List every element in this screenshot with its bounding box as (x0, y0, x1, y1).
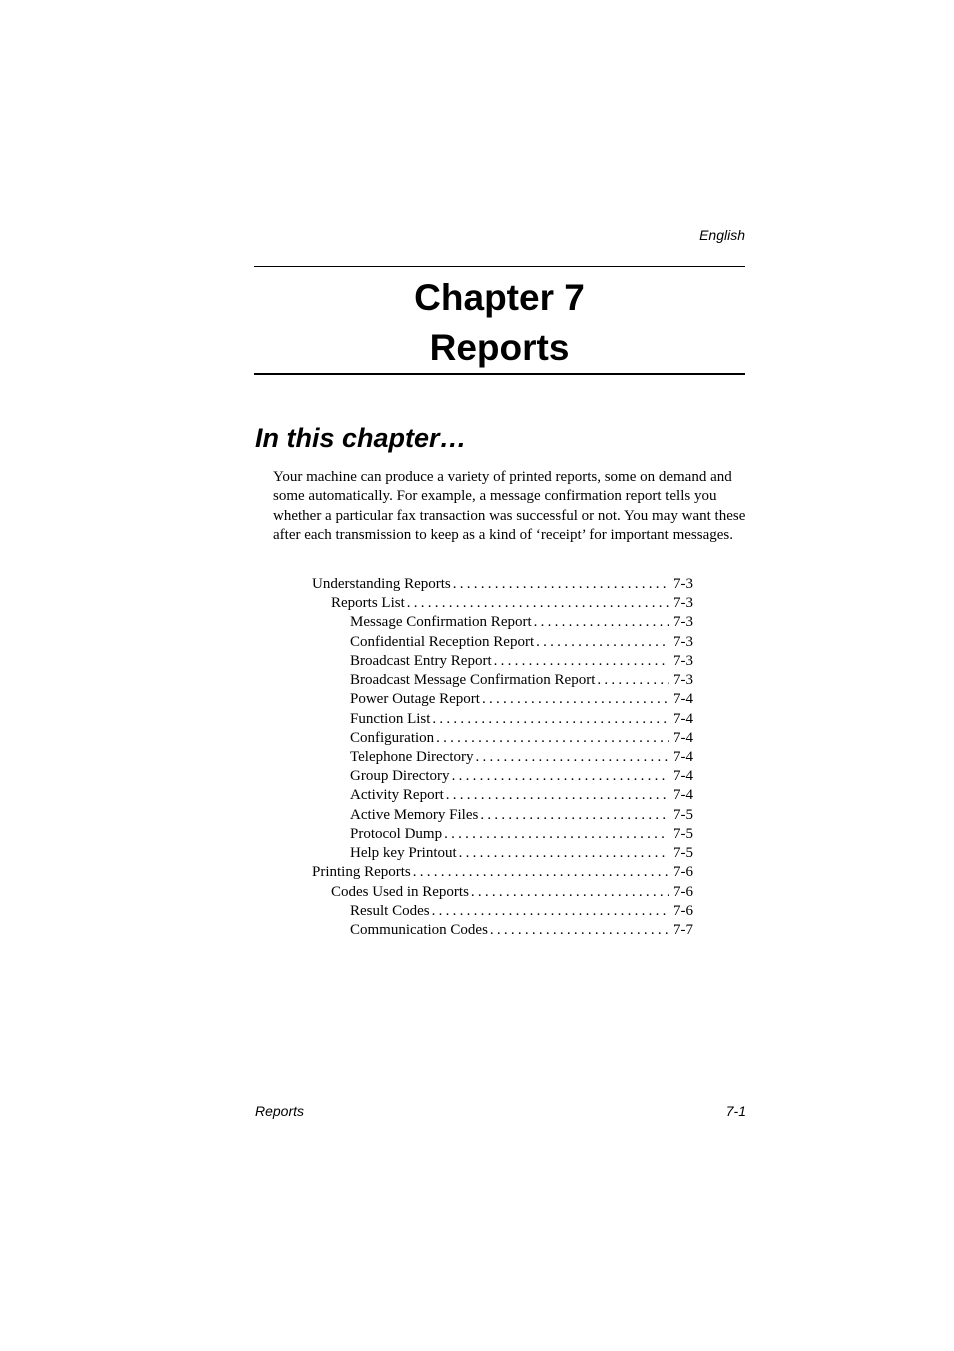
toc-entry (331, 883, 693, 902)
toc-entry-title: Activity Report (350, 787, 444, 804)
toc-entry (350, 767, 693, 786)
toc-entry (350, 844, 693, 863)
toc-entry-page: 7-4 (673, 748, 693, 765)
toc-entry-title: Message Confirmation Report (350, 614, 532, 631)
chapter-title: Reports (429, 327, 570, 368)
toc-entry (350, 825, 693, 844)
toc-entry-title: Printing Reports (312, 864, 411, 881)
toc-entry-page: 7-3 (673, 652, 693, 669)
toc-leader-dots (446, 786, 669, 805)
toc-entry-page: 7-6 (673, 883, 693, 900)
toc-leader-dots (453, 575, 669, 594)
toc-entry (350, 652, 693, 671)
toc-entry-page: 7-5 (673, 806, 693, 823)
toc-entry (350, 902, 693, 921)
toc-entry (350, 633, 693, 652)
toc-entry-title: Result Codes (350, 902, 430, 919)
toc-entry-page: 7-4 (673, 768, 693, 785)
toc-leader-dots (407, 594, 669, 613)
toc-leader-dots (459, 844, 669, 863)
toc-entry-page: 7-4 (673, 710, 693, 727)
toc-leader-dots (482, 690, 669, 709)
toc-entry-title: Group Directory (350, 768, 450, 785)
toc-entry-title: Broadcast Message Confirmation Report (350, 672, 596, 689)
toc-entry (350, 613, 693, 632)
toc-entry-title: Codes Used in Reports (331, 883, 469, 900)
toc-leader-dots (536, 633, 669, 652)
toc-entry-page: 7-4 (673, 787, 693, 804)
toc-entry-page: 7-4 (673, 729, 693, 746)
toc-entry-page: 7-3 (673, 576, 693, 592)
toc-leader-dots (432, 710, 669, 729)
toc-leader-dots (452, 767, 669, 786)
toc-leader-dots (436, 729, 669, 748)
toc-entry (350, 921, 693, 940)
toc-entry-page: 7-3 (673, 672, 693, 689)
toc-entry (350, 710, 693, 729)
toc-entry-title: Reports List (331, 595, 405, 612)
toc-entry-title: Confidential Reception Report (350, 633, 535, 650)
toc-entry (350, 748, 693, 767)
chapter-title-block (254, 266, 745, 375)
toc-leader-dots (413, 863, 669, 882)
toc-entry (312, 575, 693, 594)
toc-entry-title: Power Outage Report (350, 691, 480, 708)
toc-entry-page: 7-4 (673, 691, 693, 708)
toc-entry-page: 7-5 (673, 845, 693, 862)
toc-entry-title: Function List (350, 710, 431, 727)
toc-leader-dots (494, 652, 669, 671)
section-heading: In this chapter… (255, 423, 467, 453)
toc-entry (331, 594, 693, 613)
toc-leader-dots (444, 825, 669, 844)
toc-entry (350, 729, 693, 748)
toc-entry-title: Protocol Dump (350, 825, 443, 842)
toc-entry (350, 806, 693, 825)
chapter-number: Chapter 7 (414, 277, 585, 318)
toc-entry-page: 7-6 (673, 864, 693, 881)
footer-page-number: 7-1 (725, 1103, 746, 1119)
toc-entry (312, 863, 693, 882)
toc-leader-dots (534, 613, 669, 632)
toc-entry-title: Telephone Directory (350, 748, 474, 765)
toc-entry-page: 7-3 (673, 595, 693, 612)
toc-entry-title: Active Memory Files (350, 806, 479, 823)
toc-entry (350, 786, 693, 805)
toc-entry-title: Configuration (350, 729, 435, 746)
toc-leader-dots (432, 902, 669, 921)
toc-leader-dots (597, 671, 669, 690)
toc-leader-dots (471, 883, 669, 902)
header-language: English (699, 227, 745, 243)
toc-leader-dots (475, 748, 669, 767)
footer-section-name: Reports (255, 1103, 305, 1119)
toc-entry-page: 7-7 (673, 921, 693, 938)
toc-entry-page: 7-3 (673, 633, 693, 650)
toc-entry-page: 7-5 (673, 825, 693, 842)
intro-paragraph: Your machine can produce a variety of printed reports, some on demand and some automatically. For example, a message confirmation report tells you whether a particular fax transaction was successful or not. You may want these after each transmission to keep as a kind of ‘receipt’ for important messages. (273, 469, 746, 544)
toc-entry-page: 7-3 (673, 614, 693, 631)
toc-entry-title: Understanding Reports (312, 576, 451, 592)
toc-entry-title: Communication Codes (350, 921, 488, 938)
toc-entry-title: Broadcast Entry Report (350, 652, 492, 669)
toc-leader-dots (480, 806, 669, 825)
toc-entry-title: Help key Printout (350, 845, 457, 862)
toc-entry-page: 7-6 (673, 902, 693, 919)
toc-entry (350, 671, 693, 690)
toc-leader-dots (490, 921, 669, 940)
toc-entry (350, 690, 693, 709)
